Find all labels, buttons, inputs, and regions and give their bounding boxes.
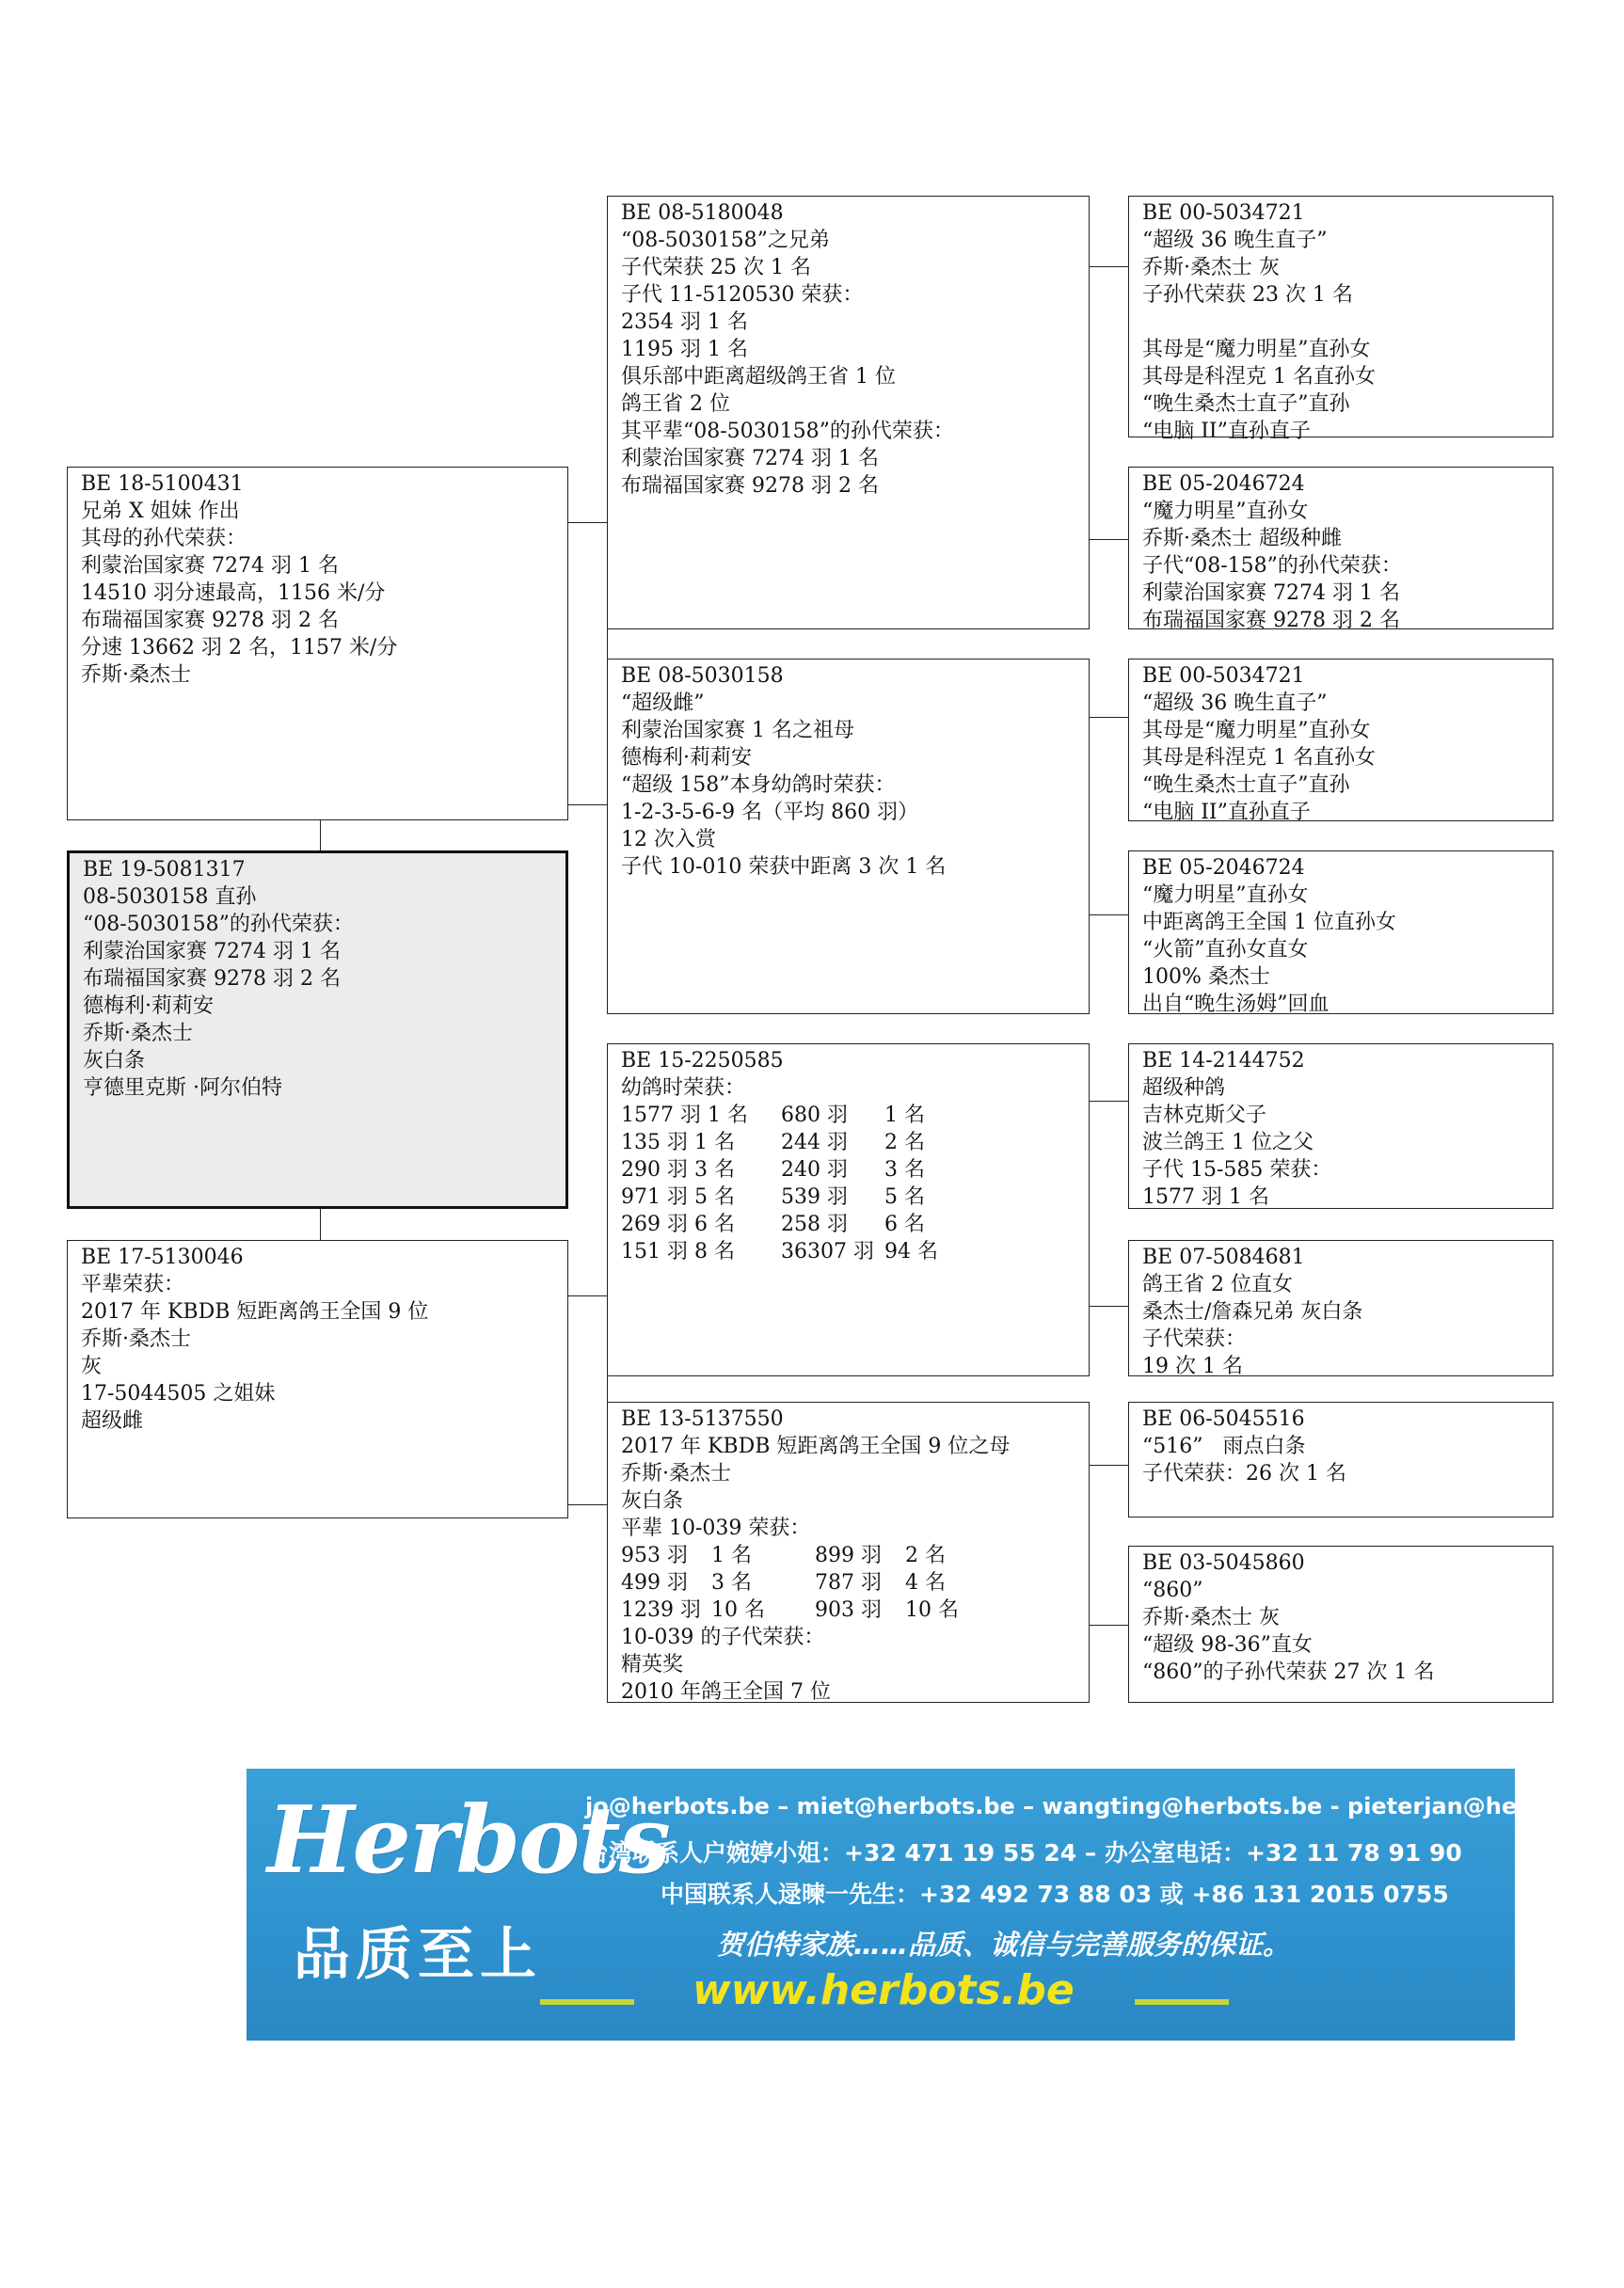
result-cell: 290 羽 3 名	[621, 1158, 735, 1182]
result-cell: 240 羽	[781, 1158, 848, 1182]
pedigree-line: 1195 羽 1 名	[621, 338, 748, 361]
pedigree-line: 俱乐部中距离超级鸽王省 1 位	[621, 365, 896, 389]
connector-sd-to-sds	[1089, 717, 1128, 718]
banner-website-link[interactable]: www.herbots.be	[693, 1966, 1075, 2014]
pedigree-line: 子代荣获 25 次 1 名	[621, 256, 811, 279]
pedigree-line: 布瑞福国家赛 9278 羽 2 名	[83, 967, 341, 991]
connector-sd-to-sdd	[1089, 914, 1128, 915]
result-cell: 2 名	[884, 1131, 925, 1154]
result-cell: 903 羽	[815, 1598, 882, 1622]
ss-dam-card	[1128, 467, 1553, 632]
ds-sire-card	[1128, 1043, 1553, 1209]
pedigree-line: 乔斯·桑杰士 灰	[1142, 1606, 1280, 1629]
connector-dam-to-ds	[567, 1295, 607, 1296]
pedigree-line: 子代 15-585 荣获：	[1142, 1158, 1332, 1182]
pedigree-line: “火箭”直孙女直女	[1142, 938, 1309, 961]
pedigree-line: 中距离鸽王全国 1 位直孙女	[1142, 911, 1396, 934]
pedigree-line: 吉林克斯父子	[1142, 1104, 1267, 1127]
sire-card	[67, 467, 568, 820]
connector-dd-to-dds	[1089, 1465, 1128, 1466]
pedigree-line: 子代荣获：26 次 1 名	[1142, 1462, 1346, 1486]
pedigree-line: BE 07-5084681	[1142, 1246, 1305, 1269]
pedigree-line: 子代荣获：	[1142, 1327, 1247, 1351]
pedigree-line: 1577 羽 1 名	[1142, 1185, 1269, 1209]
pedigree-line: BE 05-2046724	[1142, 472, 1305, 496]
pedigree-line: 平辈 10-039 荣获：	[621, 1517, 811, 1540]
pedigree-line: BE 00-5034721	[1142, 664, 1305, 688]
pedigree-line: 其母是科涅克 1 名直孙女	[1142, 746, 1376, 770]
connector-ds-to-dsd	[1089, 1306, 1128, 1307]
connector-sire-to-ss	[567, 522, 607, 523]
pedigree-line: 鸽王省 2 位直女	[1142, 1273, 1293, 1296]
pedigree-line: “电脑 II”直孙直子	[1142, 420, 1311, 443]
sd-dam-card	[1128, 850, 1553, 1014]
result-cell: 539 羽	[781, 1185, 848, 1209]
connector-dam-to-dd	[567, 1504, 607, 1505]
connector-ss-to-ssd	[1089, 539, 1128, 540]
result-cell: 6 名	[884, 1213, 925, 1236]
dam-sire-results	[621, 1102, 1075, 1265]
pedigree-line: BE 03-5045860	[1142, 1551, 1305, 1575]
pedigree-line: 分速 13662 羽 2 名，1157 米/分	[81, 636, 398, 659]
pedigree-line: 其母的孙代荣获：	[81, 527, 247, 550]
result-cell: 10 名	[711, 1598, 765, 1622]
pedigree-line: 12 次入赏	[621, 828, 716, 851]
dam-dam-results	[621, 1542, 1075, 1624]
pedigree-line: 超级雌	[81, 1409, 144, 1433]
banner-taiwan-contact: 台湾联系人户婉婷小姐：+32 471 19 55 24 – 办公室电话：+32 11 78 91 90	[585, 1839, 1462, 1867]
sire-dam-card	[607, 659, 1090, 1014]
pedigree-line: “超级 98-36”直女	[1142, 1633, 1313, 1657]
connector-ss-to-sss	[1089, 266, 1128, 267]
pedigree-line: 布瑞福国家赛 9278 羽 2 名	[1142, 609, 1400, 632]
pedigree-line: 2010 年鸽王全国 7 位	[621, 1680, 831, 1704]
pedigree-line: 兄弟 X 姐妹 作出	[81, 500, 240, 523]
pedigree-line: 布瑞福国家赛 9278 羽 2 名	[81, 609, 339, 632]
pedigree-line: “08-5030158”之兄弟	[621, 229, 830, 252]
pedigree-line: 100% 桑杰士	[1142, 965, 1270, 989]
result-cell: 10 名	[905, 1598, 959, 1622]
pedigree-line: BE 13-5137550	[621, 1407, 784, 1431]
pedigree-line: 波兰鸽王 1 位之父	[1142, 1131, 1314, 1154]
dd-dam-card	[1128, 1546, 1553, 1703]
result-cell: 971 羽 5 名	[621, 1185, 735, 1209]
pedigree-line: “超级 36 晚生直子”	[1142, 691, 1328, 715]
pedigree-line: 精英奖	[621, 1653, 684, 1676]
pedigree-line: 乔斯·桑杰士 灰	[1142, 256, 1280, 279]
pedigree-line: 利蒙治国家赛 7274 羽 1 名	[1142, 581, 1400, 605]
connector-sire-to-sd	[567, 804, 607, 805]
connector-dd-to-ddd	[1089, 1625, 1128, 1626]
result-cell: 244 羽	[781, 1131, 848, 1154]
subject-pigeon-card	[67, 850, 568, 1209]
pedigree-line: 乔斯·桑杰士	[81, 1327, 191, 1351]
pedigree-line: 灰白条	[83, 1049, 146, 1072]
result-cell: 1 名	[711, 1544, 752, 1567]
pedigree-line: 08-5030158 直孙	[83, 885, 257, 909]
pedigree-line: 利蒙治国家赛 7274 羽 1 名	[83, 940, 341, 963]
banner-china-contact: 中国联系人逯暕一先生：+32 492 73 88 03 或 +86 131 2015 0755	[661, 1881, 1449, 1908]
pedigree-line: 子代“08-158”的孙代荣获：	[1142, 554, 1402, 578]
pedigree-line: 德梅利·莉莉安	[83, 994, 214, 1018]
pedigree-line: 乔斯·桑杰士	[81, 663, 191, 687]
pedigree-line: “魔力明星”直孙女	[1142, 883, 1309, 907]
pedigree-line: “860”的子孙代荣获 27 次 1 名	[1142, 1660, 1435, 1684]
dd-sire-card	[1128, 1402, 1553, 1517]
connector-ds-to-dss	[1089, 1101, 1128, 1102]
banner-slogan: 品质至上	[294, 1922, 542, 1988]
sire-sire-card	[607, 196, 1090, 629]
pedigree-line: BE 19-5081317	[83, 858, 246, 882]
result-cell: 787 羽	[815, 1571, 882, 1595]
result-cell: 1 名	[884, 1104, 925, 1127]
result-cell: 2 名	[905, 1544, 946, 1567]
pedigree-line: 其母是“魔力明星”直孙女	[1142, 338, 1371, 361]
pedigree-line: 19 次 1 名	[1142, 1355, 1243, 1378]
pedigree-line: “超级 158”本身幼鸽时荣获：	[621, 773, 896, 797]
connector-main-down	[320, 1208, 321, 1240]
result-cell: 1239 羽	[621, 1598, 701, 1622]
result-cell: 680 羽	[781, 1104, 848, 1127]
pedigree-line: “516” 雨点白条	[1142, 1435, 1306, 1458]
pedigree-line: BE 08-5030158	[621, 664, 784, 688]
pedigree-line: 布瑞福国家赛 9278 羽 2 名	[621, 474, 879, 498]
banner-tagline: 贺伯特家族……品质、诚信与完善服务的保证。	[717, 1929, 1291, 1961]
pedigree-line: 幼鸽时荣获：	[621, 1076, 746, 1100]
herbots-banner	[247, 1769, 1624, 2041]
pedigree-line: 利蒙治国家赛 7274 羽 1 名	[621, 447, 879, 470]
pedigree-line: 出自“晚生汤姆”回血	[1142, 993, 1329, 1016]
pedigree-line: 2017 年 KBDB 短距离鸽王全国 9 位	[81, 1300, 429, 1324]
pedigree-line: 灰	[81, 1355, 103, 1378]
pedigree-line: 平辈荣获：	[81, 1273, 185, 1296]
pedigree-line: 子代 10-010 荣获中距离 3 次 1 名	[621, 855, 947, 879]
pedigree-line: 超级种鸽	[1142, 1076, 1226, 1100]
pedigree-line: 1-2-3-5-6-9 名（平均 860 羽）	[621, 801, 919, 824]
pedigree-line: 其母是“魔力明星”直孙女	[1142, 719, 1371, 742]
pedigree-line: 2354 羽 1 名	[621, 310, 748, 334]
result-cell: 1577 羽 1 名	[621, 1104, 748, 1127]
pedigree-line: 利蒙治国家赛 7274 羽 1 名	[81, 554, 339, 578]
pedigree-line: BE 15-2250585	[621, 1049, 784, 1072]
pedigree-line: 灰白条	[621, 1489, 684, 1513]
pedigree-line: “魔力明星”直孙女	[1142, 500, 1309, 523]
pedigree-line: BE 14-2144752	[1142, 1049, 1305, 1072]
pedigree-line: BE 00-5034721	[1142, 201, 1305, 225]
pedigree-line: “860”	[1142, 1579, 1203, 1602]
pedigree-line: 2017 年 KBDB 短距离鸽王全国 9 位之母	[621, 1435, 1011, 1458]
pedigree-line: “超级雌”	[621, 691, 705, 715]
ss-sire-card	[1128, 196, 1553, 443]
dam-card	[67, 1240, 568, 1518]
banner-emails: jo@herbots.be – miet@herbots.be – wangting@herbots.be - pieterjan@herbots.be	[585, 1793, 1624, 1819]
pedigree-line: 17-5044505 之姐妹	[81, 1382, 276, 1406]
pedigree-line: BE 17-5130046	[81, 1246, 244, 1269]
pedigree-line: BE 05-2046724	[1142, 856, 1305, 880]
pedigree-line: BE 08-5180048	[621, 201, 784, 225]
pedigree-line: BE 18-5100431	[81, 472, 244, 496]
pedigree-line: 其平辈“08-5030158”的孙代荣获：	[621, 420, 954, 443]
pedigree-line: 子孙代荣获 23 次 1 名	[1142, 283, 1353, 307]
banner-bar-right	[1135, 1999, 1229, 2005]
result-cell: 135 羽 1 名	[621, 1131, 735, 1154]
pedigree-line: 亨德里克斯 ·阿尔伯特	[83, 1076, 282, 1100]
result-cell: 4 名	[905, 1571, 946, 1595]
result-cell: 953 羽	[621, 1544, 688, 1567]
result-cell: 36307 羽	[781, 1240, 874, 1263]
result-cell: 3 名	[711, 1571, 752, 1595]
pedigree-line: 其母是科涅克 1 名直孙女	[1142, 365, 1376, 389]
pedigree-line: “晚生桑杰士直子”直孙	[1142, 392, 1350, 416]
dam-dam-card	[607, 1402, 1090, 1703]
pedigree-line: 10-039 的子代荣获：	[621, 1626, 825, 1649]
ds-dam-card	[1128, 1240, 1553, 1376]
result-cell: 269 羽 6 名	[621, 1213, 735, 1236]
pedigree-line: 乔斯·桑杰士	[621, 1462, 731, 1486]
banner-bar-left	[540, 1999, 634, 2005]
result-cell: 258 羽	[781, 1213, 848, 1236]
pedigree-line: “08-5030158”的孙代荣获：	[83, 913, 354, 936]
result-cell: 899 羽	[815, 1544, 882, 1567]
result-cell: 5 名	[884, 1185, 925, 1209]
pedigree-line: “电脑 II”直孙直子	[1142, 801, 1311, 824]
pedigree-line: BE 06-5045516	[1142, 1407, 1305, 1431]
result-cell: 151 羽 8 名	[621, 1240, 735, 1263]
herbots-logo: Herbots	[267, 1787, 669, 1895]
pedigree-line: 鸽王省 2 位	[621, 392, 730, 416]
result-cell: 499 羽	[621, 1571, 688, 1595]
pedigree-line: 14510 羽分速最高，1156 米/分	[81, 581, 386, 605]
pedigree-line: 桑杰士/詹森兄弟 灰白条	[1142, 1300, 1363, 1324]
pedigree-line: “晚生桑杰士直子”直孙	[1142, 773, 1350, 797]
pedigree-line: 德梅利·莉莉安	[621, 746, 752, 770]
dam-sire-card	[607, 1043, 1090, 1376]
pedigree-line: 利蒙治国家赛 1 名之祖母	[621, 719, 854, 742]
connector-main-up	[320, 820, 321, 850]
result-cell: 3 名	[884, 1158, 925, 1182]
pedigree-line: “超级 36 晚生直子”	[1142, 229, 1328, 252]
result-cell: 94 名	[884, 1240, 938, 1263]
pedigree-line	[1142, 309, 1539, 336]
pedigree-line: 子代 11-5120530 荣获：	[621, 283, 864, 307]
sd-sire-card	[1128, 659, 1553, 824]
pedigree-line: 乔斯·桑杰士	[83, 1022, 193, 1045]
pedigree-line: 乔斯·桑杰士 超级种雌	[1142, 527, 1342, 550]
